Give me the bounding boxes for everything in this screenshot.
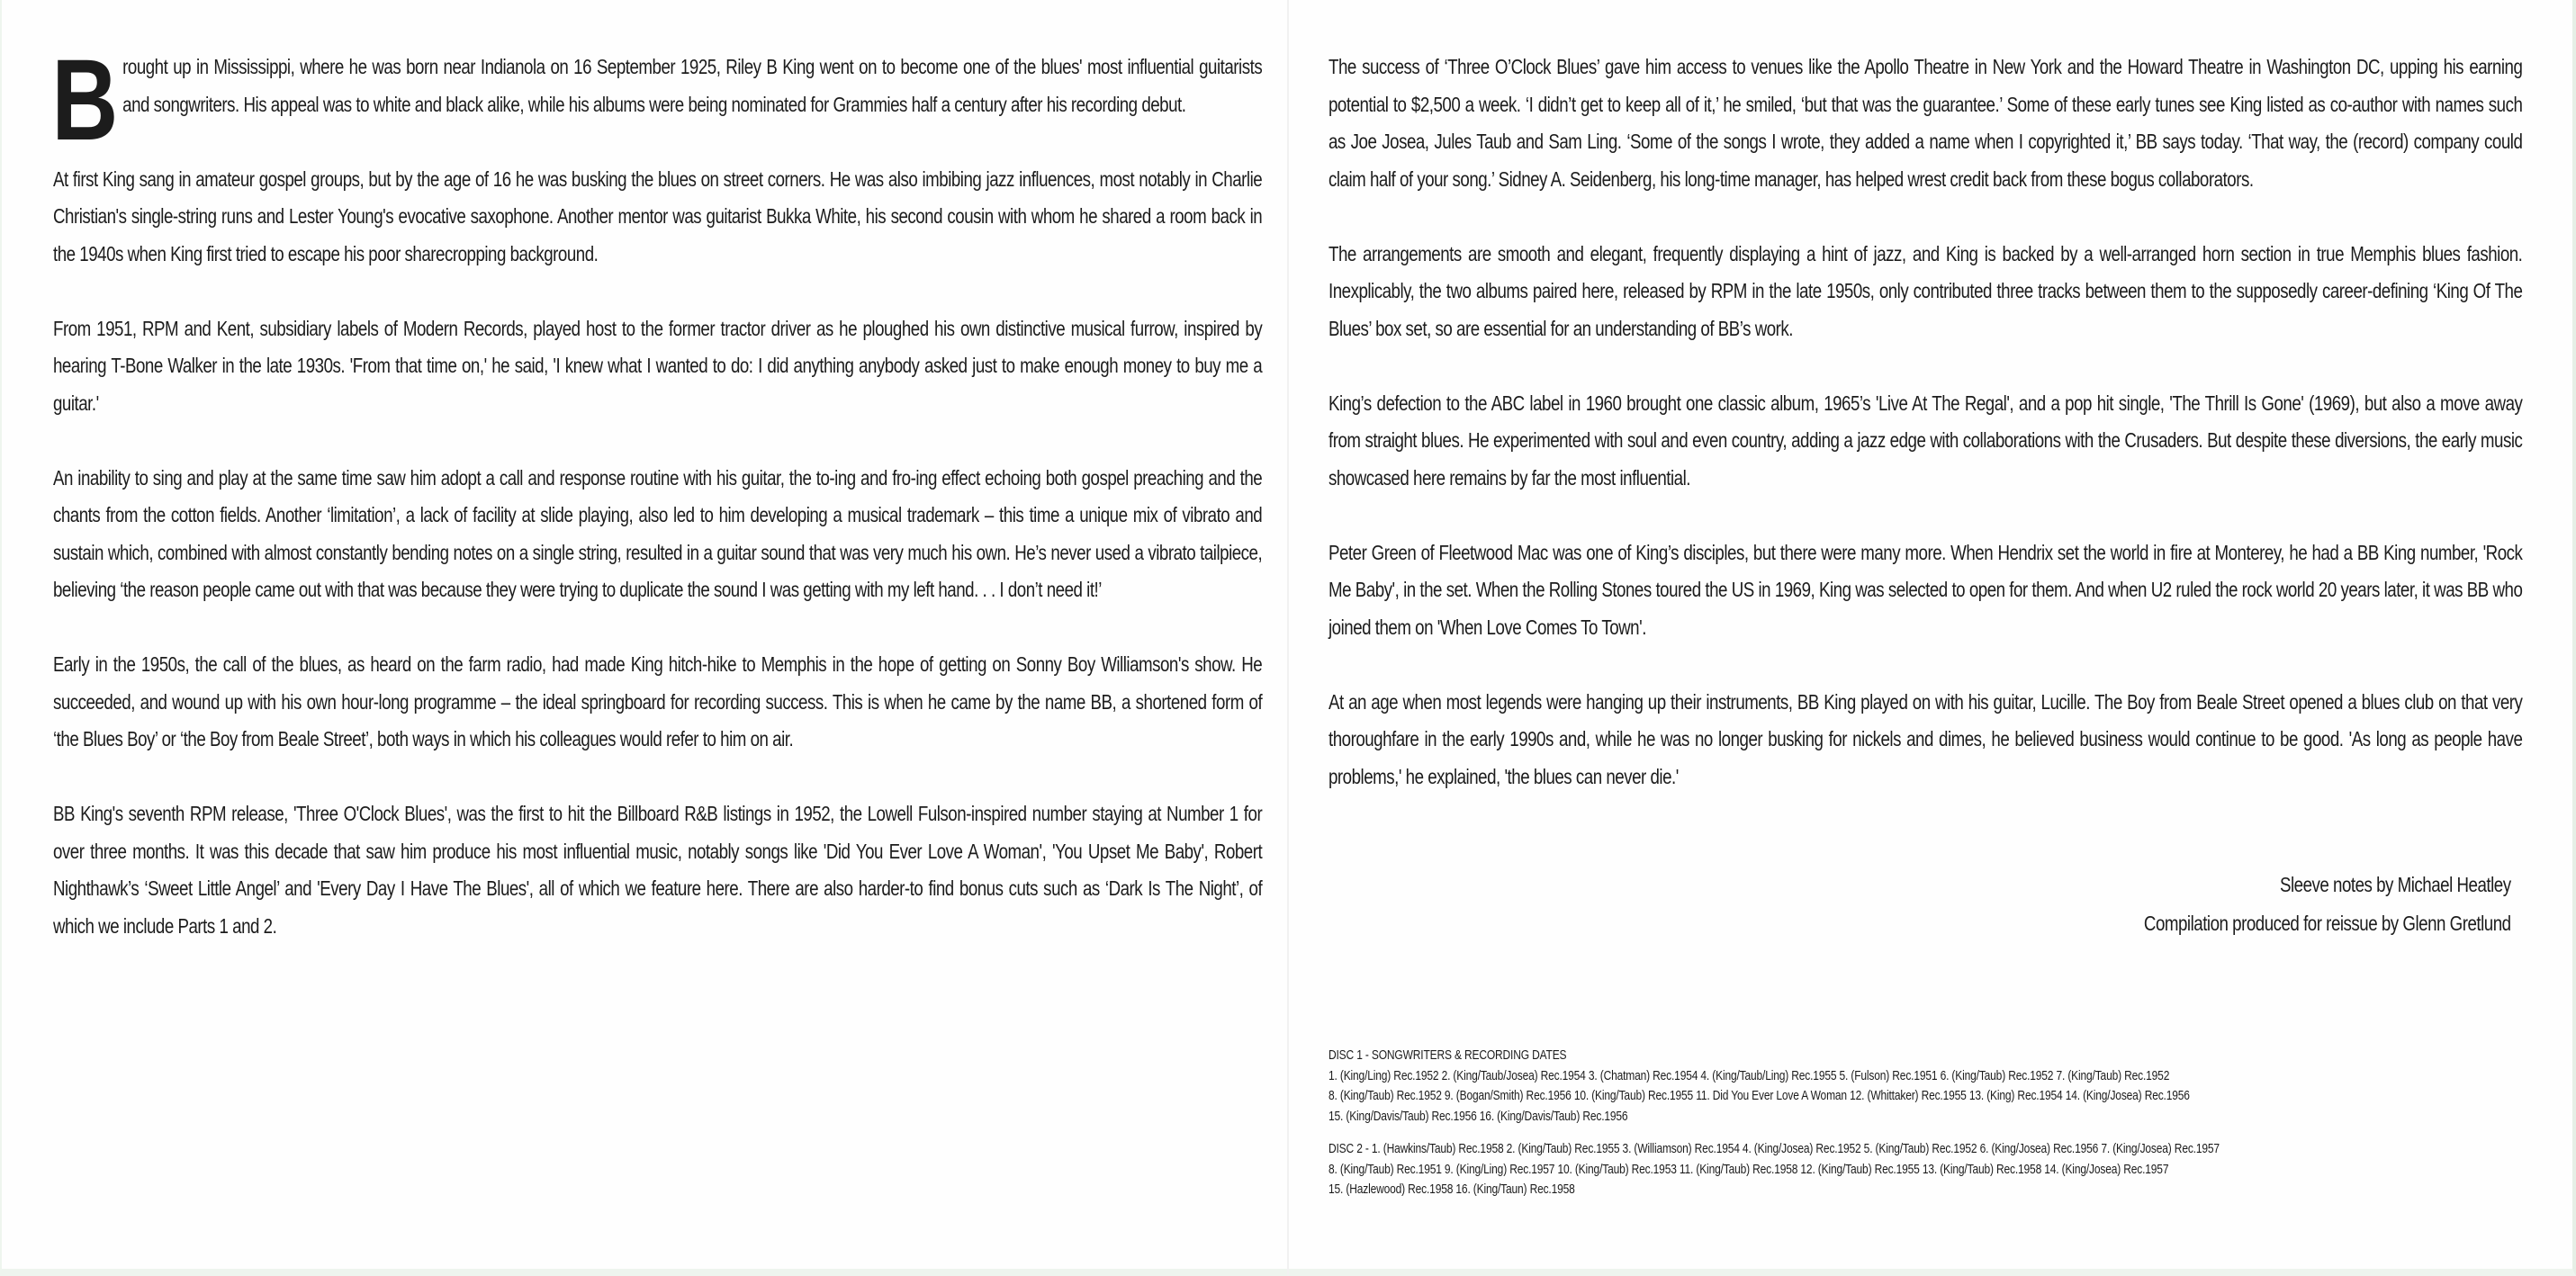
disc-1-line: 15. (King/Davis/Taub) Rec.1956 16. (King/Davis/Taub) Rec.1956 [1329,1108,1628,1124]
paragraph: The arrangements are smooth and elegant, frequently displaying a hint of jazz, and King is backed by a well-arranged horn section in true Memphis blues fashion. Inexplicably, the two albums paired here, released by RPM in the late 1950s, only contributed three tracks between them to the supposedly career-defining ‘King Of The Blues’ box set, so are essential for an understanding of BB’s work. [1329,241,2523,340]
paragraph: King’s defection to the ABC label in 1960 brought one classic album, 1965’s 'Live At The Regal', and a pop hit single, 'The Thrill Is Gone' (1969), but also a move away from straight blues. He experimented with soul and even country, adding a jazz edge with collaborations with the Crusaders. But despite these diversions, the early music showcased here remains by far the most influential. [1329,391,2523,490]
page-fold-divider [1287,0,1289,1276]
disc-2-listing [1329,1139,2466,1200]
right-column [1329,49,2522,833]
disc-1-listing [1329,1046,2466,1127]
drop-cap: B [51,36,119,165]
songwriter-listing [1329,1046,2466,1213]
paragraph: An inability to sing and play at the same time saw him adopt a call and response routine with his guitar, the to-ing and fro-ing effect echoing both gospel preaching and the chants from the cotton fields. Another ‘limitation’, a lack of facility at slide playing, also led to him developing a musical trademark – this time a unique mix of vibrato and sustain which, combined with almost constantly bending notes on a single string, resulted in a guitar sound that was very much his own. He’s never used a vibrato tailpiece, believing ‘the reason people came out with that was because they were trying to duplicate the sound I was getting with my left hand. . . I don’t need it!’ [53,465,1263,601]
disc-1-heading: DISC 1 - SONGWRITERS & RECORDING DATES [1329,1047,1567,1063]
compilation-credit: Compilation produced for reissue by Glenn Gretlund [2144,912,2511,935]
disc-2-line: 8. (King/Taub) Rec.1951 9. (King/Ling) Rec.1957 10. (King/Taub) Rec.1953 11. (King/Taub) Rec.1958 12. (King/Taub) Rec.1955 13. (King/Taub) Rec.1958 14. (King/Josea) Rec.1957 [1329,1161,2169,1177]
paragraph [51,36,1263,165]
left-column [51,36,1263,983]
paragraph: BB King's seventh RPM release, 'Three O'Clock Blues', was the first to hit the Billboard R&B listings in 1952, the Lowell Fulson-inspired number staying at Number 1 for over three months. It was this decade that saw him produce his most influential music, notably songs like 'Did You Ever Love A Woman', 'You Upset Me Baby', Robert Nighthawk’s ‘Sweet Little Angel’ and 'Every Day I Have The Blues', all of which we feature here. There are also harder-to find bonus cuts such as ‘Dark Is The Night’, of which we include Parts 1 and 2. [53,802,1263,938]
paragraph: The success of ‘Three O’Clock Blues’ gave him access to venues like the Apollo Theatre in New York and the Howard Theatre in Washington DC, upping his earning potential to $2,500 a week. ‘I didn’t get to keep all of it,’ he smiled, ‘but that was the guarantee.’ Some of these early tunes see King listed as co-author with names such as Joe Josea, Jules Taub and Sam Ling. ‘Some of the songs I wrote, they added a name when I copyrighted it,’ BB says today. ‘That way, the (record) company could claim half of your song.’ Sidney A. Seidenberg, his long-time manager, has helped wrest credit back from these bogus collaborators. [1329,55,2523,191]
disc-1-line: 1. (King/Ling) Rec.1952 2. (King/Taub/Josea) Rec.1954 3. (Chatman) Rec.1954 4. (King/Taub/Ling) Rec.1955 5. (Fulson) Rec.1951 6. (King/Taub) Rec.1952 7. (King/Taub) Rec.1952 [1329,1067,2170,1083]
paragraph: From 1951, RPM and Kent, subsidiary labels of Modern Records, played host to the former tractor driver as he ploughed his own distinctive musical furrow, inspired by hearing T-Bone Walker in the late 1930s. 'From that time on,' he said, 'I knew what I wanted to do: I did anything anybody asked just to make enough money to buy me a guitar.' [53,316,1263,415]
paragraph-text: rought up in Mississippi, where he was born near Indianola on 16 September 1925, Riley B King went on to become one of the blues' most influential guitarists and songwriters. His appeal was to white and black alike, while his albums were being nominated for Grammies half a century after his recording debut. [122,55,1263,116]
paragraph: Early in the 1950s, the call of the blues, as heard on the farm radio, had made King hitch-hike to Memphis in the hope of getting on Sonny Boy Williamson's show. He succeeded, and wound up with his own hour-long programme – the ideal springboard for recording success. This is when he came by the name BB, a shortened form of ‘the Blues Boy’ or ‘the Boy from Beale Street’, both ways in which his colleagues would refer to him on air. [53,652,1263,750]
disc-2-line: DISC 2 - 1. (Hawkins/Taub) Rec.1958 2. (King/Taub) Rec.1955 3. (Williamson) Rec.1954 4. (King/Josea) Rec.1952 5. (King/Taub) Rec.1952 6. (King/Josea) Rec.1956 7. (King/Josea) Rec.1957 [1329,1141,2220,1156]
paragraph: Peter Green of Fleetwood Mac was one of King’s disciples, but there were many more. When Hendrix set the world in fire at Monterey, he had a BB King number, 'Rock Me Baby', in the set. When the Rolling Stones toured the US in 1969, King was selected to open for them. And when U2 ruled the rock world 20 years later, it was BB who joined them on 'When Love Comes To Town'. [1329,540,2523,639]
disc-2-line: 15. (Hazlewood) Rec.1958 16. (King/Taun) Rec.1958 [1329,1182,1575,1197]
sleeve-notes-credit: Sleeve notes by Michael Heatley [2280,873,2511,896]
paragraph: At an age when most legends were hanging up their instruments, BB King played on with his guitar, Lucille. The Boy from Beale Street opened a blues club on that very thoroughfare in the early 1990s and, while he was no longer busking for nickels and dimes, he believed business would continue to be good. 'As long as people have problems,' he explained, 'the blues can never die.' [1329,689,2523,788]
credits [2144,866,2511,943]
paragraph: At first King sang in amateur gospel groups, but by the age of 16 he was busking the blues on street corners. He was also imbibing jazz influences, most notably in Charlie Christian's single-string runs and Lester Young's evocative saxophone. Another mentor was guitarist Bukka White, his second cousin with whom he shared a room back in the 1940s when King first tried to escape his poor sharecropping background. [53,166,1263,265]
disc-1-line: 8. (King/Taub) Rec.1952 9. (Bogan/Smith) Rec.1956 10. (King/Taub) Rec.1955 11. Did You Ever Love A Woman 12. (Whittaker) Rec.1955 13. (King) Rec.1954 14. (King/Josea) Rec.1956 [1329,1088,2190,1103]
